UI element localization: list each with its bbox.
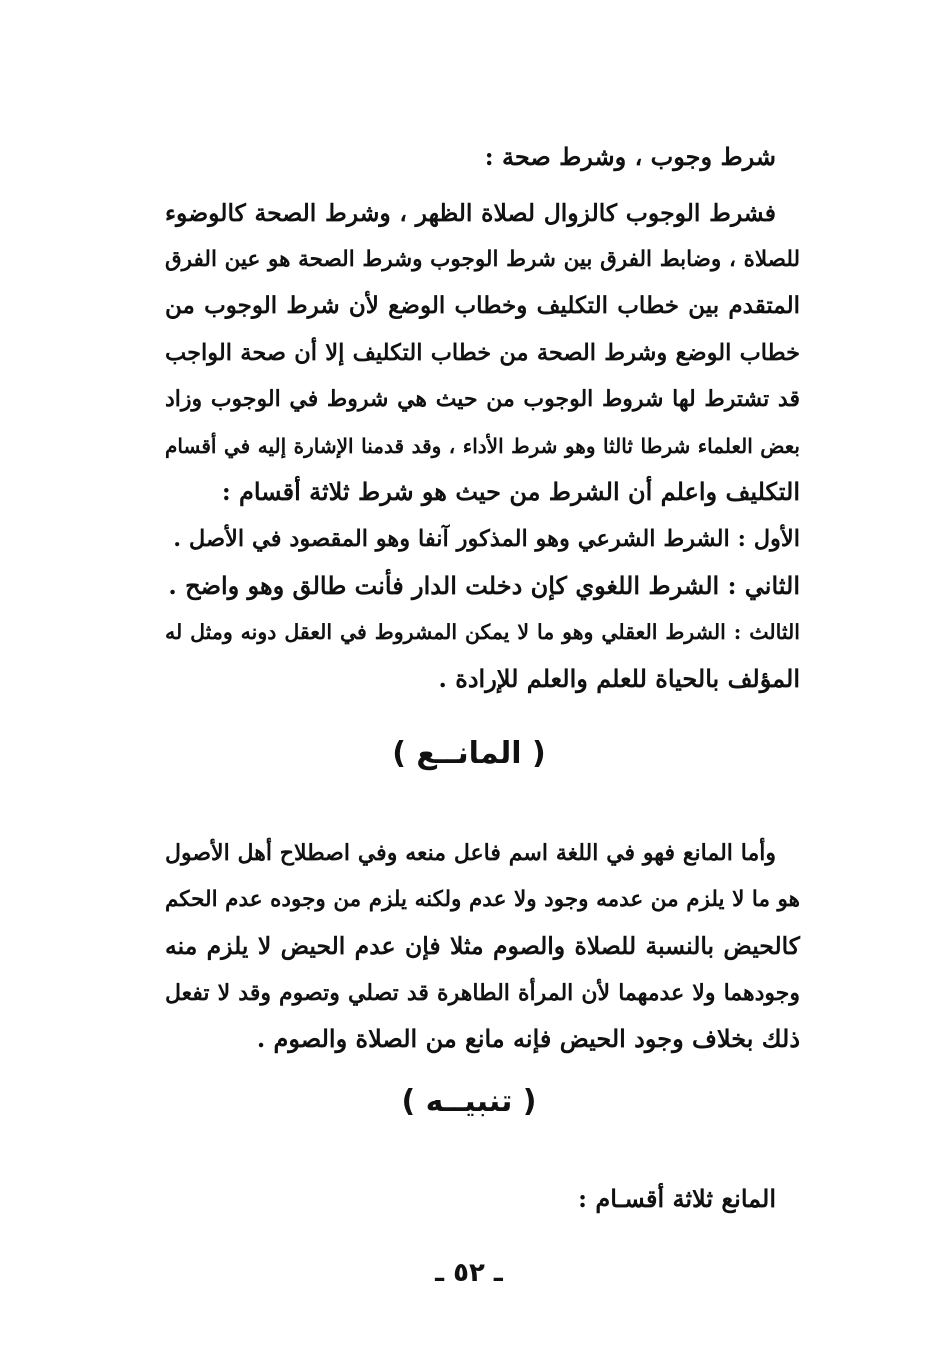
paragraph-line: فشرط الوجوب كالزوال لصلاة الظهر ، وشرط الصحة كالوضوء [165,199,776,227]
paragraph-conditions [165,190,800,516]
paragraph-line: بعض العلماء شرطا ثالثا وهو شرط الأداء ، وقد قدمنا الإشارة إليه في أقسام [165,433,800,458]
paragraph-line: كالحيض بالنسبة للصلاة والصوم مثلا فإن عدم الحيض لا يلزم منه [165,932,800,960]
page-number: ـ ٥٢ ـ [435,1258,503,1288]
paragraph-line: ذلك بخلاف وجود الحيض فإنه مانع من الصلاة والصوم . [256,1024,800,1053]
section-heading-tanbih: ( تنبيــه ) [401,1084,537,1119]
paragraph-line: التكليف واعلم أن الشرط من حيث هو شرط ثلاثة أقسام : [221,477,800,506]
section-heading-mani: ( المانــع ) [392,736,546,771]
paragraph-line: المتقدم بين خطاب التكليف وخطاب الوضع لأن شرط الوجوب من [165,292,800,319]
closing-line: المانع ثلاثة أقسـام : [578,1184,776,1213]
paragraph-line: خطاب الوضع وشرط الصحة من خطاب التكليف إلا أن صحة الواجب [165,339,800,366]
division-third-line: الثالث : الشرط العقلي وهو ما لا يمكن المشروط في العقل دونه ومثل له [165,620,800,644]
closing-block [165,1176,800,1223]
division-third-line: المؤلف بالحياة للعلم والعلم للإرادة . [438,663,800,693]
paragraph-line: هو ما لا يلزم من عدمه وجود ولا عدم ولكنه يلزم من وجوده عدم الحكم [165,886,800,912]
paragraph-line: قد تشترط لها شروط الوجوب من حيث هي شروط في الوجوب وزاد [165,386,800,412]
division-second: الثاني : الشرط اللغوي كإن دخلت الدار فأنت طالق وهو واضح . [168,570,800,600]
division-first: الأول : الشرط الشرعي وهو المذكور آنفا وهو المقصود في الأصل . [173,526,800,552]
paragraph-line: وأما المانع فهو في اللغة اسم فاعل منعه وفي اصطلاح أهل الأصول [165,840,776,866]
paragraph-mani [165,830,800,1063]
paragraph-line: للصلاة ، وضابط الفرق بين شرط الوجوب وشرط الصحة هو عين الفرق [165,246,800,272]
intro-block [165,134,800,181]
paragraph-line: وجودهما ولا عدمهما لأن المرأة الطاهرة قد تصلي وتصوم وقد لا تفعل [165,979,800,1006]
divisions-list [165,516,800,702]
intro-line: شرط وجوب ، وشرط صحة : [484,142,776,171]
